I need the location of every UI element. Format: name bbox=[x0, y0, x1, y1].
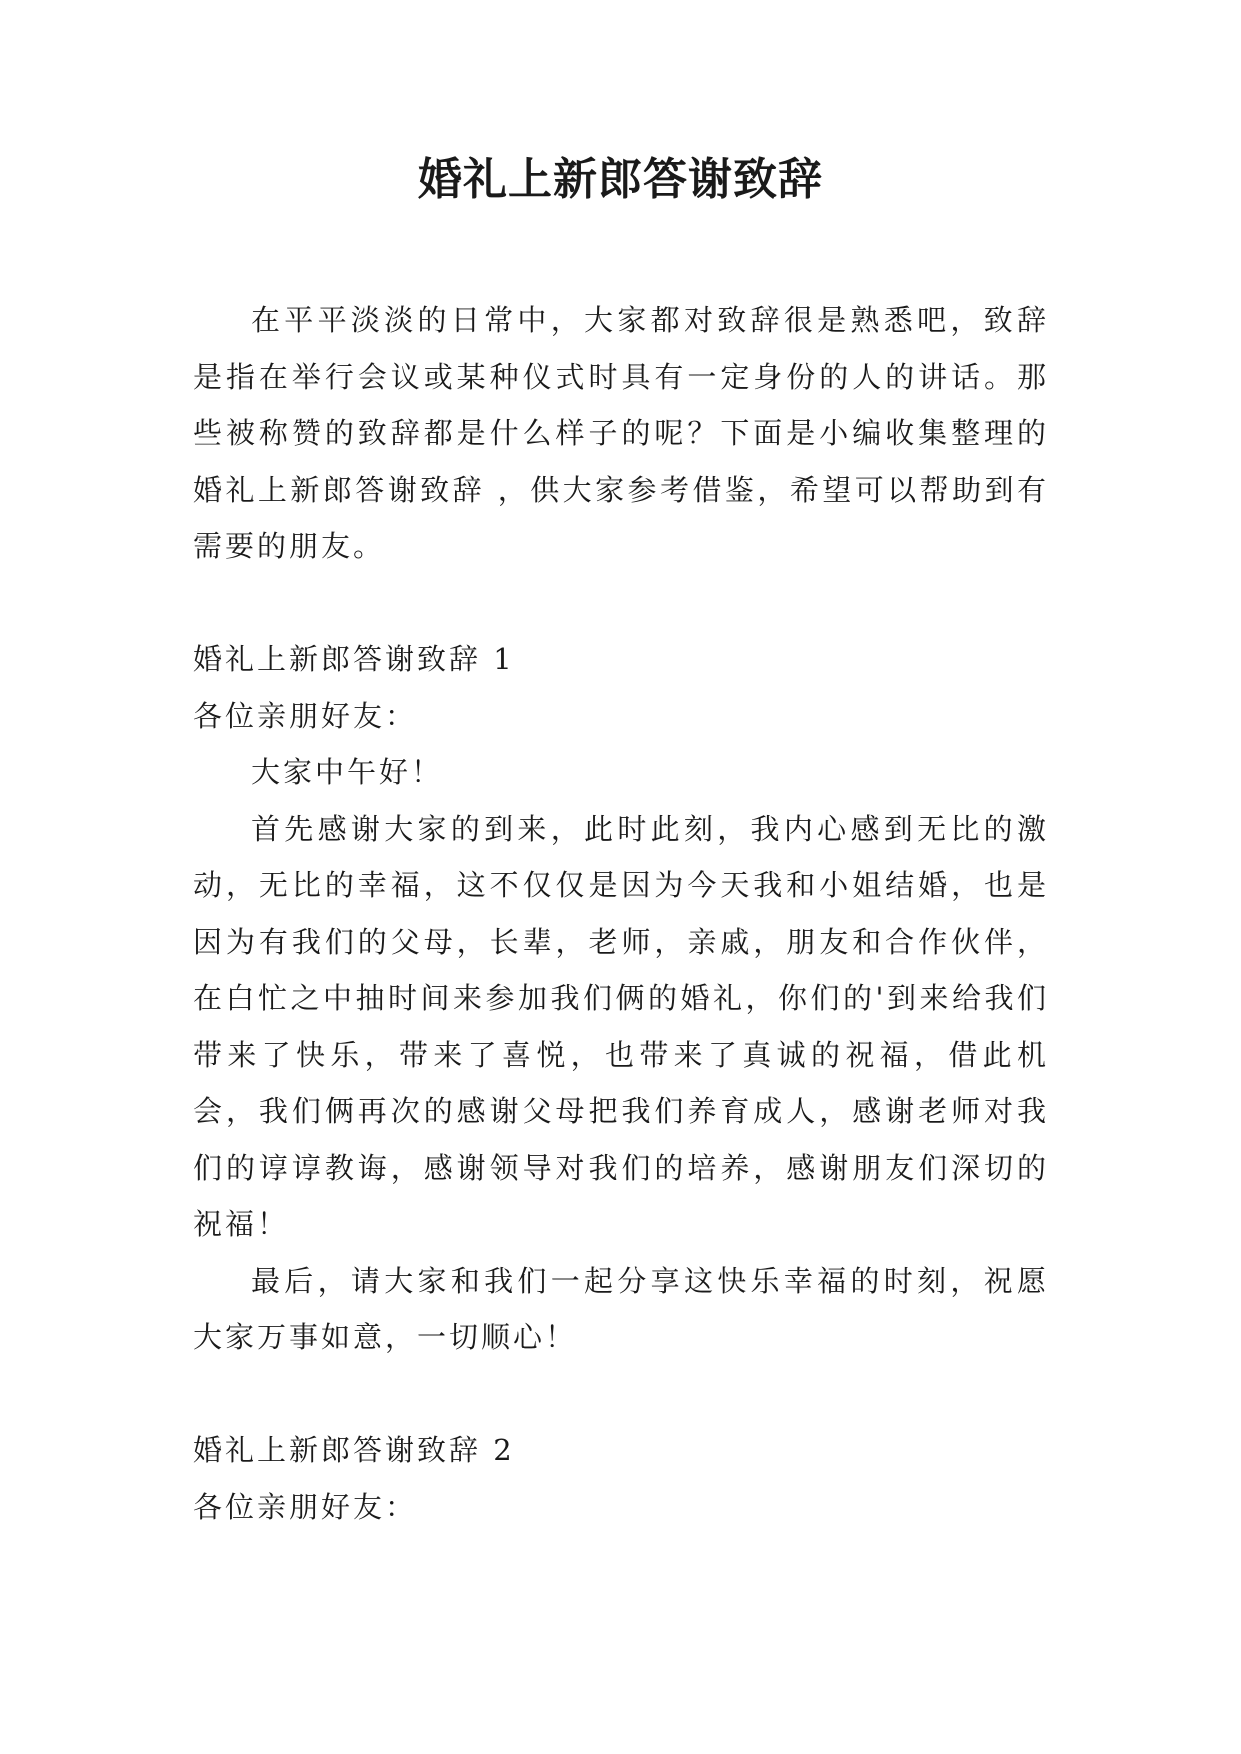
section-spacer bbox=[193, 575, 1049, 632]
salutation: 各位亲朋好友： bbox=[193, 1489, 418, 1524]
section-heading: 婚礼上新郎答谢致辞 2 bbox=[193, 1433, 515, 1467]
greeting-paragraph: 大家中午好！ bbox=[251, 755, 444, 789]
salutation: 各位亲朋好友： bbox=[193, 698, 418, 733]
section-heading: 婚礼上新郎答谢致辞 1 bbox=[193, 642, 515, 676]
intro-paragraph: 在平平淡淡的日常中，大家都对致辞很是熟悉吧，致辞是指在举行会议或某种仪式时具有一定身份的人的讲话。那些被称赞的致辞都是什么样子的呢？下面是小编收集整理的婚礼上新郎答谢致辞 ，供大家参考借鉴，希望可以帮助到有需要的朋友。 bbox=[193, 303, 1049, 563]
body-paragraph: 首先感谢大家的到来，此时此刻，我内心感到无比的激动，无比的幸福，这不仅仅是因为今天我和小姐结婚，也是因为有我们的父母，长辈，老师，亲戚，朋友和合作伙伴，在白忙之中抽时间来参加我们俩的婚礼，你们的'到来给我们带来了快乐，带来了喜悦，也带来了真诚的祝福，借此机会，我们俩再次的感谢父母把我们养育成人，感谢老师对我们的谆谆教诲，感谢领导对我们的培养，感谢朋友们深切的祝福！ bbox=[193, 811, 1049, 1241]
section-spacer bbox=[193, 1366, 1049, 1423]
document-body bbox=[193, 292, 1049, 1535]
document-title: 婚礼上新郎答谢致辞 bbox=[418, 154, 823, 205]
closing-paragraph: 最后，请大家和我们一起分享这快乐幸福的时刻，祝愿大家万事如意，一切顺心！ bbox=[193, 1263, 1049, 1354]
